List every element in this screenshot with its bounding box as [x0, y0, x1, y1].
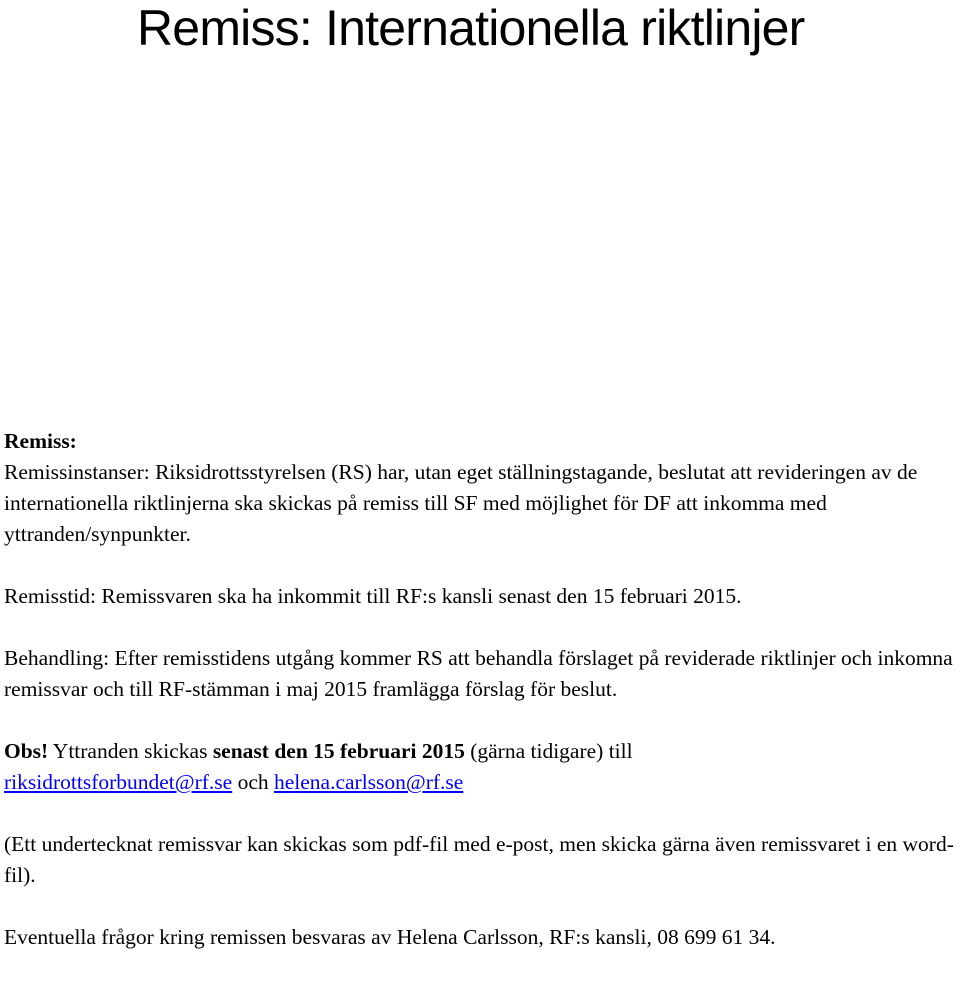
remiss-heading: Remiss: — [4, 429, 77, 453]
remiss-instances-paragraph: Remissinstanser: Riksidrottsstyrelsen (RS) har, utan eget ställningstagande, beslutat att revideringen av de internationella riktlinjerna ska skickas på remiss till SF med möjlighet för DF att inkomma med yttranden/synpunkter. — [4, 460, 918, 546]
obs-text-after: (gärna tidigare) till — [464, 739, 633, 763]
email-link-riksidrottsforbundet[interactable]: riksidrottsforbundet@rf.se — [4, 770, 233, 794]
obs-deadline: senast den 15 februari 2015 — [212, 739, 465, 763]
remisstid-paragraph: Remisstid: Remissvaren ska ha inkommit till RF:s kansli senast den 15 februari 2015. — [4, 584, 742, 608]
obs-label: Obs! — [4, 739, 49, 763]
obs-conjunction: och — [232, 770, 274, 794]
obs-text-before: Yttranden skickas — [48, 739, 213, 763]
behandling-paragraph: Behandling: Efter remisstidens utgång kommer RS att behandla förslaget på reviderade riktlinjer och inkomna remissvar och till RF-stämman i maj 2015 framlägga förslag för beslut. — [4, 646, 953, 701]
document-body — [4, 426, 960, 953]
email-link-helena-carlsson[interactable]: helena.carlsson@rf.se — [273, 770, 464, 794]
obs-paragraph — [4, 736, 960, 798]
note-paragraph: (Ett undertecknat remissvar kan skickas som pdf-fil med e-post, men skicka gärna även remissvaret i en word-fil). — [4, 832, 954, 887]
contact-paragraph: Eventuella frågor kring remissen besvaras av Helena Carlsson, RF:s kansli, 08 699 61 34. — [4, 925, 776, 949]
page-title: Remiss: Internationella riktlinjer — [137, 0, 805, 56]
